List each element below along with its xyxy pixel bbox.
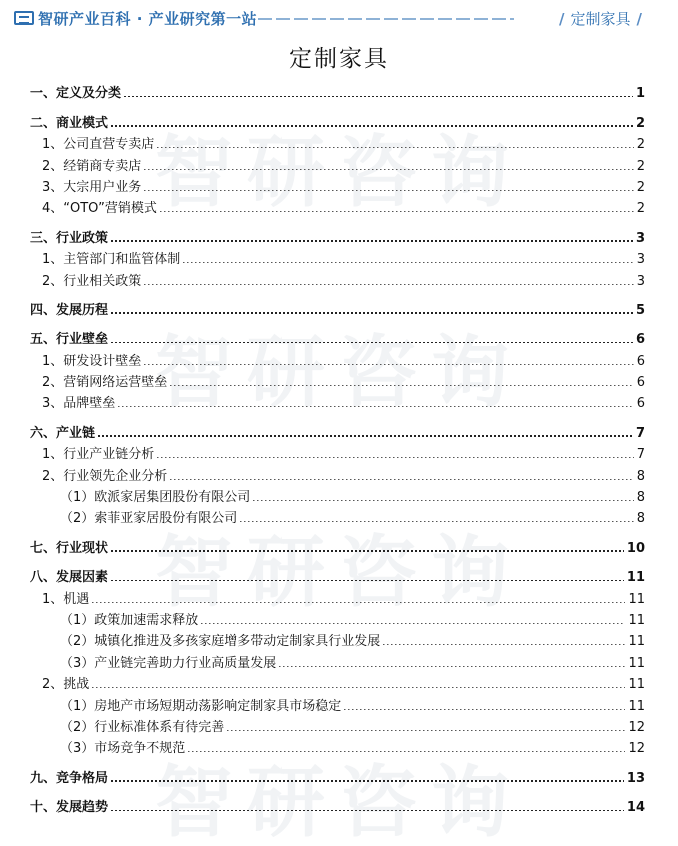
header-category-label: 定制家具 [570,10,631,28]
toc-page-number: 6 [636,375,645,391]
watermark: 智研咨询 [154,328,523,418]
toc-entry-title: 一、定义及分类 [30,86,122,102]
toc-leader-dots [118,406,633,407]
toc-entry[interactable] [30,224,645,245]
toc-entry[interactable] [30,794,645,815]
toc-leader-dots [92,602,625,603]
toc-entry[interactable] [30,607,645,628]
toc-entry-title: 1、机遇 [42,591,90,607]
toc-entry[interactable] [30,131,645,152]
toc-entry[interactable] [30,534,645,555]
toc-leader-dots [111,125,633,127]
toc-entry-title: （2）行业标准体系有待完善 [60,719,225,735]
toc-entry-title: 十、发展趋势 [30,800,109,816]
brand-logo-icon [14,11,34,25]
toc-entry-title: 八、发展因素 [30,570,109,586]
toc-page-number: 7 [635,425,645,441]
toc-page-number: 2 [636,158,645,174]
toc-entry[interactable] [30,297,645,318]
section-gap [30,556,645,564]
toc-leader-dots [170,479,633,480]
watermark: 智研咨询 [154,528,523,618]
toc-entry-title: 二、商业模式 [30,115,109,131]
toc-entry-title: （1）政策加速需求释放 [60,612,199,628]
toc-entry-title: （1）欧派家居集团股份有限公司 [60,490,251,506]
toc-leader-dots [227,730,625,731]
toc-entry[interactable] [30,441,645,462]
document-title: 定制家具 [289,46,389,72]
toc-leader-dots [383,644,625,645]
toc-entry[interactable] [30,671,645,692]
toc-leader-dots [279,666,625,667]
toc-leader-dots [344,709,625,710]
header-category[interactable] [553,8,648,29]
toc-entry-title: 2、经销商专卖店 [42,158,142,174]
toc-leader-dots [111,550,624,552]
toc-entry-title: 1、研发设计壁垒 [42,353,142,369]
toc-leader-dots [111,780,624,782]
toc-page-number: 2 [636,201,645,217]
toc-leader-dots [144,190,633,191]
toc-page-number: 14 [626,800,645,816]
toc-entry-title: 1、行业产业链分析 [42,447,155,463]
toc-entry-title: 3、大宗用户业务 [42,179,142,195]
toc-entry[interactable] [30,714,645,735]
toc-page-number: 11 [628,591,645,607]
toc-entry[interactable] [30,419,645,440]
toc-leader-dots [183,262,633,263]
section-gap [30,289,645,297]
toc-leader-dots [111,810,624,812]
toc-entry[interactable] [30,585,645,606]
section-gap [30,756,645,764]
toc-entry[interactable] [30,505,645,526]
toc-page-number: 12 [628,741,645,757]
toc-entry[interactable] [30,369,645,390]
toc-page-number: 12 [628,719,645,735]
toc-entry-title: 4、“OTO”营销模式 [42,201,157,217]
toc-entry[interactable] [30,462,645,483]
toc-entry[interactable] [30,152,645,173]
toc-entry[interactable] [30,267,645,288]
toc-entry[interactable] [30,246,645,267]
toc-page-number: 6 [636,396,645,412]
section-gap [30,318,645,326]
watermark: 智研咨询 [154,128,523,218]
toc-entry-title: 三、行业政策 [30,230,109,246]
toc-page-number: 13 [626,770,645,786]
toc-page-number: 11 [628,655,645,671]
toc-leader-dots [144,364,633,365]
toc-entry-title: 3、品牌壁垒 [42,396,116,412]
toc-entry-title: 六、产业链 [30,425,96,441]
toc-leader-dots [160,211,634,212]
toc-entry-title: （3）市场竞争不规范 [60,741,186,757]
toc-leader-dots [124,96,633,98]
page-header [0,0,678,36]
toc-leader-dots [98,435,633,437]
header-divider [258,18,514,20]
toc-leader-dots [111,312,633,314]
toc-entry[interactable] [30,484,645,505]
toc-page-number: 10 [626,540,645,556]
toc-page-number: 3 [636,273,645,289]
toc-entry[interactable] [30,390,645,411]
toc-page-number: 3 [636,252,645,268]
toc-entry-title: （1）房地产市场短期动荡影响定制家具市场稳定 [60,698,342,714]
toc-page-number: 7 [636,447,645,463]
toc-page-number: 5 [635,302,645,318]
toc-page-number: 2 [636,137,645,153]
toc-entry-title: 七、行业现状 [30,540,109,556]
toc-leader-dots [253,500,633,501]
brand-name[interactable]: 智研产业百科 · 产业研究第一站 [38,10,258,28]
toc-leader-dots [188,751,625,752]
toc-page-number: 3 [635,230,645,246]
toc-entry-title: 2、营销网络运营壁垒 [42,375,168,391]
toc-page-number: 6 [636,353,645,369]
toc-leader-dots [157,147,633,148]
toc-entry[interactable] [30,735,645,756]
toc-leader-dots [92,687,625,688]
toc-leader-dots [144,284,633,285]
toc-page-number: 11 [628,677,645,693]
toc-entry[interactable] [30,195,645,216]
table-of-contents [30,80,645,815]
toc-entry[interactable] [30,174,645,195]
section-gap [30,411,645,419]
toc-leader-dots [240,521,633,522]
toc-page-number: 11 [628,612,645,628]
toc-leader-dots [111,342,633,344]
toc-page-number: 11 [626,570,645,586]
toc-leader-dots [144,169,633,170]
slash-icon: / [636,10,642,28]
toc-leader-dots [201,623,625,624]
toc-entry[interactable] [30,326,645,347]
toc-page-number: 11 [628,634,645,650]
toc-leader-dots [157,457,633,458]
toc-leader-dots [111,580,624,582]
section-gap [30,101,645,109]
toc-entry-title: 1、公司直营专卖店 [42,137,155,153]
toc-page-number: 8 [636,468,645,484]
watermark: 智研咨询 [154,758,523,846]
toc-entry-title: 1、主管部门和监管体制 [42,252,181,268]
toc-entry-title: （2）城镇化推进及多孩家庭增多带动定制家具行业发展 [60,634,381,650]
slash-icon: / [559,10,565,28]
toc-page-number: 2 [635,115,645,131]
toc-entry-title: 2、挑战 [42,677,90,693]
toc-entry-title: （3）产业链完善助力行业高质量发展 [60,655,277,671]
toc-entry[interactable] [30,692,645,713]
section-gap [30,216,645,224]
toc-entry-title: 九、竞争格局 [30,770,109,786]
toc-entry-title: （2）索菲亚家居股份有限公司 [60,511,238,527]
toc-leader-dots [111,240,633,242]
toc-entry-title: 四、发展历程 [30,302,109,318]
toc-page-number: 1 [635,86,645,102]
toc-entry[interactable] [30,109,645,130]
toc-page-number: 11 [628,698,645,714]
toc-entry-title: 五、行业壁垒 [30,332,109,348]
toc-page-number: 8 [636,511,645,527]
section-gap [30,786,645,794]
toc-page-number: 6 [635,332,645,348]
toc-leader-dots [170,385,633,386]
toc-entry[interactable] [30,80,645,101]
toc-entry[interactable] [30,649,645,670]
toc-page-number: 2 [636,179,645,195]
toc-entry[interactable] [30,564,645,585]
toc-entry[interactable] [30,347,645,368]
toc-entry[interactable] [30,628,645,649]
toc-page-number: 8 [636,490,645,506]
toc-entry[interactable] [30,764,645,785]
section-gap [30,526,645,534]
toc-entry-title: 2、行业相关政策 [42,273,142,289]
toc-entry-title: 2、行业领先企业分析 [42,468,168,484]
